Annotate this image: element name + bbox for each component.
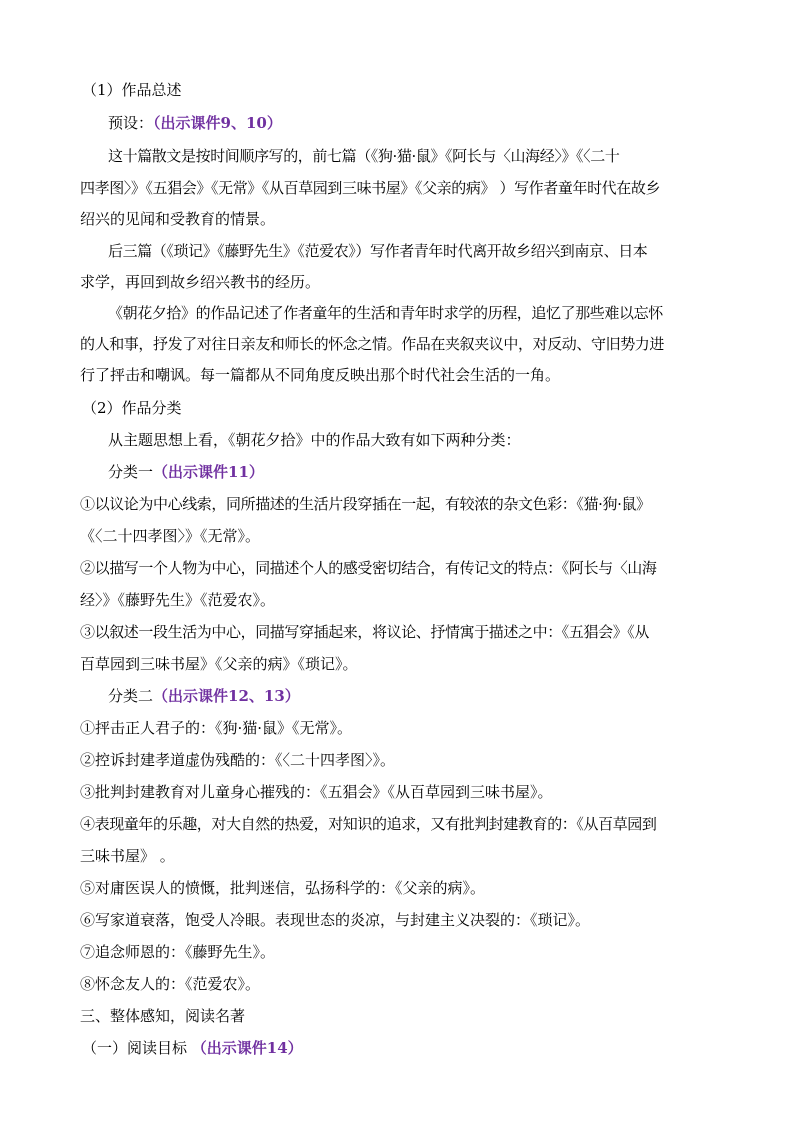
class1-item-2-line-1: ②以描写一个人物为中心，同描述个人的感受密切结合，有传记文的特点：《阿长与〈山海: [80, 559, 657, 577]
overview-paragraph-3-line-1: 《朝花夕拾》的作品记述了作者童年的生活和青年时求学的历程，追忆了那些难以忘怀: [108, 304, 663, 322]
classification-one-label: 分类一（出示课件11）: [108, 463, 264, 481]
class1-item-3-line-1: ③以叙述一段生活为中心，同描写穿插起来，将议论、抒情寓于描述之中：《五猖会》《从: [80, 623, 650, 641]
class2-item-6: ⑥写家道衰落，饱受人冷眼。表现世态的炎凉，与封建主义决裂的：《琐记》。: [80, 911, 591, 929]
overview-paragraph-2-line-2: 求学，再回到故乡绍兴教书的经历。: [80, 273, 321, 291]
class2-item-4-line-2: 三味书屋》 。: [80, 847, 175, 865]
class2-item-4-line-1: ④表现童年的乐趣，对大自然的热爱，对知识的追求，又有批判封建教育的：《从百草园到: [80, 815, 657, 833]
class1-item-3-line-2: 百草园到三味书屋》《父亲的病》《琐记》。: [80, 655, 358, 673]
class1-item-1-line-2: 《〈二十四孝图〉》《无常》。: [80, 527, 261, 545]
classification-two-label: 分类二（出示课件12、13）: [108, 687, 300, 705]
courseware-note: （出示课件9、10）: [153, 114, 282, 132]
overview-paragraph-1-line-2: 四孝图〉》《五猖会》《无常》《从百草园到三味书屋》《父亲的病》 ）写作者童年时代在故乡: [80, 179, 661, 197]
class2-item-8: ⑧怀念友人的：《范爱农》。: [80, 975, 261, 993]
overview-paragraph-3-line-2: 的人和事，抒发了对往日亲友和师长的怀念之情。作品在夹叙夹议中，对反动、守旧势力进: [80, 335, 665, 353]
class2-item-1: ①抨击正人君子的：《狗·猫·鼠》《无常》。: [80, 719, 353, 737]
overview-paragraph-3-line-3: 行了抨击和嘲讽。每一篇都从不同角度反映出那个时代社会生活的一角。: [80, 366, 561, 384]
courseware-note: （出示课件14）: [191, 1039, 303, 1057]
overview-paragraph-1-line-1: 这十篇散文是按时间顺序写的，前七篇（《狗·猫·鼠》《阿长与〈山海经〉》《〈二十: [108, 147, 620, 165]
class2-item-5: ⑤对庸医误人的愤慨，批判迷信，弘扬科学的：《父亲的病》。: [80, 879, 486, 897]
class2-item-2: ②控诉封建孝道虚伪残酷的：《〈二十四孝图〉》。: [80, 751, 396, 769]
works-overview-heading: （1）作品总述: [82, 81, 182, 99]
class2-item-3: ③批判封建教育对儿童身心摧残的：《五猖会》《从百草园到三味书屋》。: [80, 783, 553, 801]
classification-intro: 从主题思想上看，《朝花夕拾》中的作品大致有如下两种分类：: [108, 431, 521, 449]
courseware-note: （出示课件11）: [153, 463, 264, 481]
preset-line: 预设：（出示课件9、10）: [108, 114, 282, 132]
overview-paragraph-1-line-3: 绍兴的见闻和受教育的情景。: [80, 210, 276, 228]
class2-item-7: ⑦追念师恩的：《藤野先生》。: [80, 943, 276, 961]
works-classification-heading: （2）作品分类: [82, 399, 182, 417]
class1-item-1-line-1: ①以议论为中心线索，同所描述的生活片段穿插在一起，有较浓的杂文色彩：《猫·狗·鼠》: [80, 495, 651, 513]
section-three-heading: 三、整体感知，阅读名著: [80, 1007, 246, 1025]
reading-goals-heading: （一）阅读目标 （出示课件14）: [82, 1039, 303, 1057]
overview-paragraph-2-line-1: 后三篇（《琐记》《藤野先生》《范爱农》）写作者青年时代离开故乡绍兴到南京、日本: [108, 242, 648, 260]
class1-item-2-line-2: 经〉》《藤野先生》《范爱农》。: [80, 591, 276, 609]
courseware-note: （出示课件12、13）: [153, 687, 300, 705]
